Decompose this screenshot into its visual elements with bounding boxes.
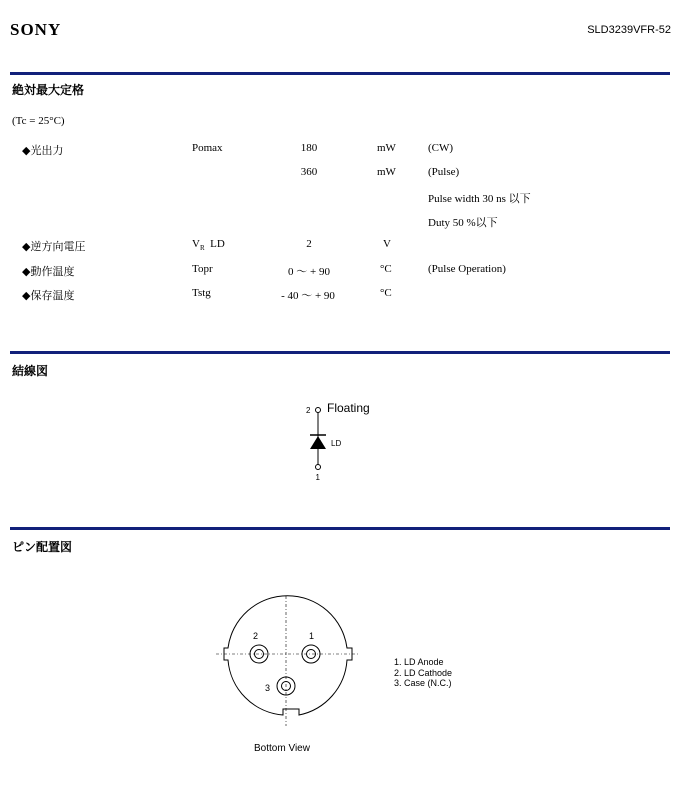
symbol-subscript: R (199, 244, 205, 253)
rating-symbol (192, 238, 225, 252)
rating-note: Duty 50 %以下 (428, 217, 498, 229)
rating-unit: V (383, 238, 391, 250)
rating-unit: °C (380, 263, 392, 275)
rating-note: (Pulse Operation) (428, 263, 506, 275)
rating-value: - 40 ～ + 90 (281, 290, 335, 302)
rating-note: (CW) (428, 142, 454, 154)
ratings-condition: (Tc = 25°C) (12, 115, 65, 127)
rating-unit: mW (377, 142, 396, 154)
pin-1-label: 1 (315, 473, 320, 482)
legend-item: 2. LD Cathode (394, 667, 453, 678)
pinout-diagram (210, 590, 370, 730)
rating-label: ◆保存温度 (22, 290, 75, 302)
section-rule-connection (10, 351, 670, 354)
legend-item: 3. Case (N.C.) (394, 678, 452, 688)
pin-legend (394, 657, 452, 689)
rating-value: 0 ～ + 90 (288, 266, 330, 278)
laser-diode-symbol (310, 436, 326, 449)
connection-title: 結線図 (12, 364, 49, 378)
rating-symbol: Pomax (192, 142, 223, 154)
floating-label: Floating (327, 401, 370, 415)
rating-note: Pulse width 30 ns 以下 (428, 193, 531, 205)
connection-diagram (290, 395, 410, 490)
rating-value: 180 (300, 142, 318, 154)
pin-2-terminal (316, 408, 321, 413)
rating-value: 360 (300, 166, 318, 178)
rating-label: ◆光出力 (22, 145, 64, 157)
package-outline (224, 596, 352, 715)
rating-value: 2 (306, 238, 312, 250)
ratings-title: 絶対最大定格 (12, 83, 85, 97)
pin-3-number: 3 (265, 683, 271, 693)
pin-2-label: 2 (306, 406, 311, 415)
rating-symbol: Topr (192, 263, 213, 275)
rating-symbol: Tstg (192, 287, 211, 299)
symbol-rest: LD (210, 238, 225, 250)
pinout-title: ピン配置図 (12, 540, 73, 554)
legend-item: 1. LD Anode (394, 657, 444, 667)
sony-logo: SONY (10, 20, 62, 39)
rating-note: (Pulse) (428, 166, 460, 178)
pin-1-terminal (316, 465, 321, 470)
symbol-main: V (192, 238, 200, 250)
section-rule-ratings (10, 72, 670, 75)
ld-label: LD (331, 439, 342, 448)
bottom-view-caption: Bottom View (254, 743, 310, 754)
rating-label: ◆動作温度 (22, 266, 75, 278)
rating-unit: mW (377, 166, 396, 178)
pin-2-number: 2 (253, 631, 259, 641)
model-number: SLD3239VFR-52 (587, 24, 671, 36)
pin-1-number: 1 (309, 631, 315, 641)
section-rule-pinout (10, 527, 670, 530)
rating-label: ◆逆方向電圧 (22, 241, 86, 253)
rating-unit: °C (380, 287, 392, 299)
